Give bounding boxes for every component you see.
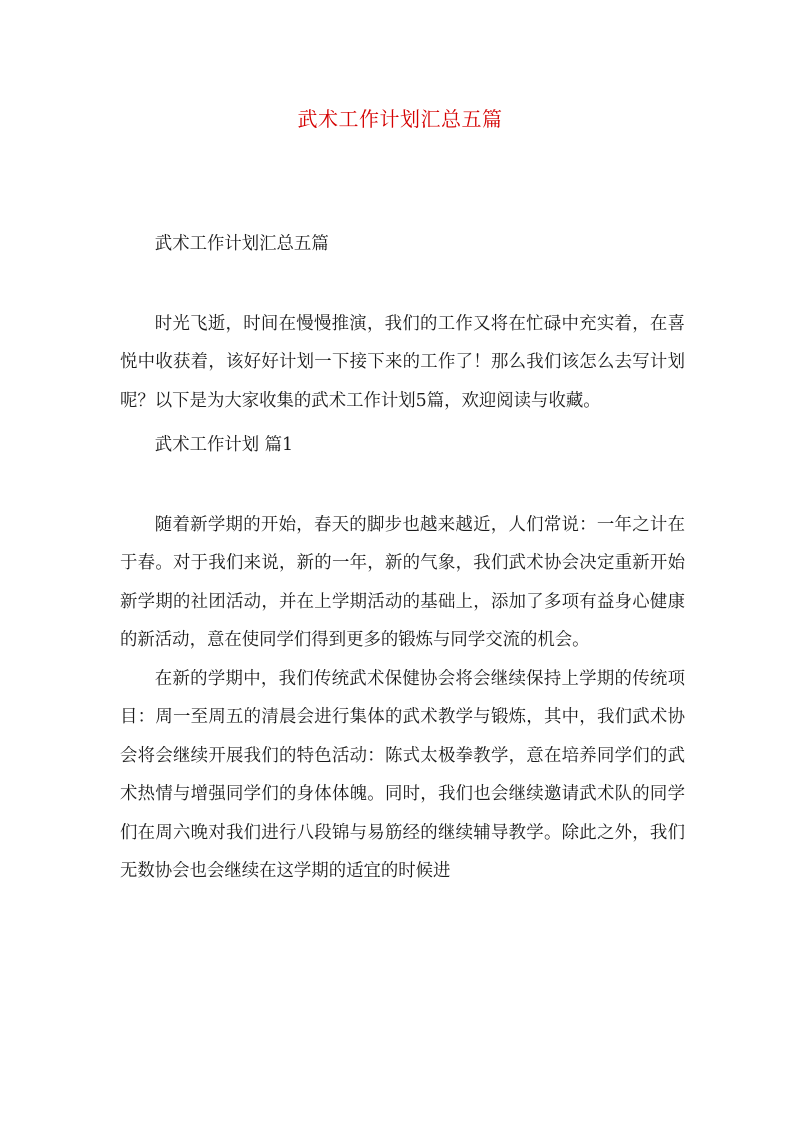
body-paragraph-1: 随着新学期的开始，春天的脚步也越来越近，人们常说：一年之计在于春。对于我们来说，新的一年，新的气象，我们武术协会决定重新开始新学期的社团活动，并在上学期活动的基础上，添加了多项有益身心健康的新活动，意在使同学们得到更多的锻炼与同学交流的机会。 xyxy=(120,514,685,650)
document-title: 武术工作计划汇总五篇 xyxy=(297,107,503,131)
document-subtitle: 武术工作计划汇总五篇 xyxy=(154,234,329,254)
section-heading: 武术工作计划 篇1 xyxy=(154,435,294,455)
document-body xyxy=(120,225,685,891)
body-paragraph-2: 在新的学期中，我们传统武术保健协会将会继续保持上学期的传统项目：周一至周五的清晨会进行集体的武术教学与锻炼，其中，我们武术协会将会继续开展我们的特色活动：陈式太极拳教学，意在培养同学们的武术热情与增强同学们的身体体魄。同时，我们也会继续邀请武术队的同学们在周六晚对我们进行八段锦与易筋经的继续辅导教学。除此之外，我们无数协会也会继续在这学期的适宜的时候进 xyxy=(120,668,685,881)
intro-paragraph: 时光飞逝，时间在慢慢推演，我们的工作又将在忙碌中充实着，在喜悦中收获着，该好好计划一下接下来的工作了！那么我们该怎么去写计划呢？以下是为大家收集的武术工作计划5篇，欢迎阅读与收藏。 xyxy=(120,313,685,411)
